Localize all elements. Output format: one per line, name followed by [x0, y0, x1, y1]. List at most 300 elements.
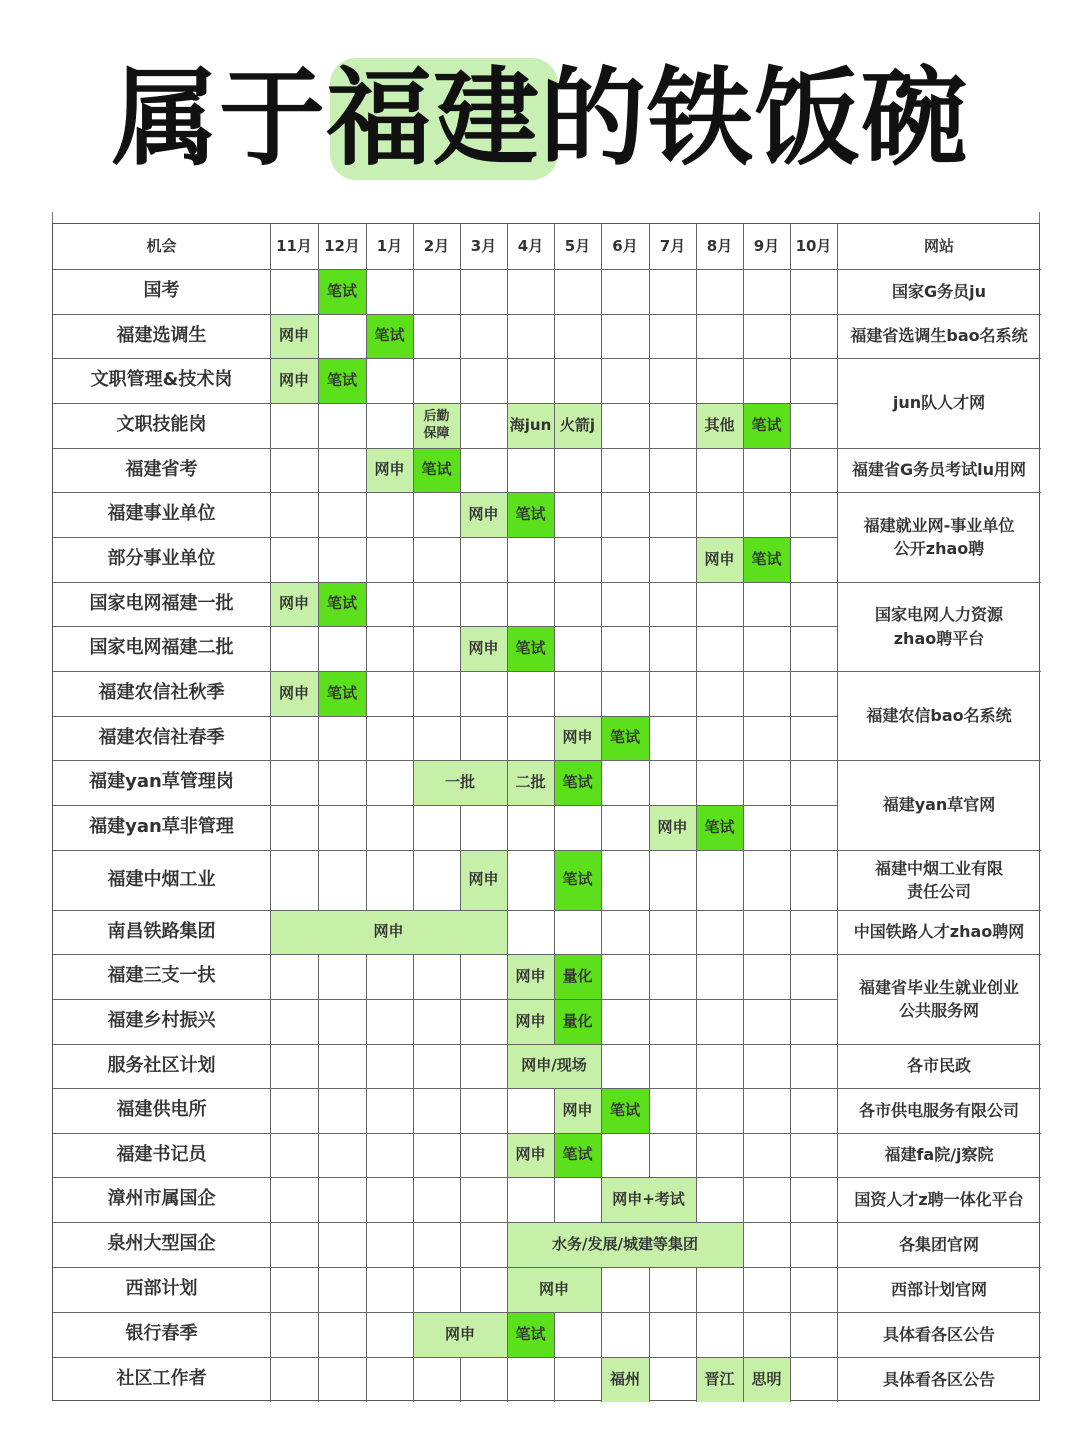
- grid-line: [554, 358, 555, 403]
- grid-line: [696, 403, 697, 448]
- grid-line: [743, 910, 744, 954]
- grid-line: [318, 626, 319, 671]
- grid-line: [366, 492, 367, 537]
- grid-line: [837, 492, 1041, 493]
- grid-line: [507, 358, 508, 403]
- grid-line: [318, 448, 319, 492]
- grid-line: [554, 999, 555, 1044]
- grid-line: [413, 805, 414, 850]
- website-cell: 福建省毕业生就业创业 公共服务网: [858, 977, 1019, 1020]
- grid-line: [696, 1133, 697, 1177]
- grid-line: [318, 850, 319, 910]
- grid-line: [460, 1267, 461, 1312]
- grid-line: [601, 1088, 602, 1133]
- grid-line: [743, 1088, 744, 1133]
- grid-line: [413, 671, 414, 716]
- grid-line: [649, 671, 650, 716]
- grid-line: [507, 999, 508, 1044]
- website-cell: 西部计划官网: [890, 1279, 987, 1299]
- grid-line: [601, 671, 602, 716]
- grid-line: [837, 1267, 1041, 1268]
- grid-line: [837, 1312, 1041, 1313]
- grid-line: [318, 1222, 319, 1267]
- grid-line: [837, 1088, 1041, 1089]
- grid-line: [507, 910, 508, 954]
- application-cell: 网申+考试: [601, 1177, 696, 1222]
- grid-line: [649, 224, 650, 269]
- grid-line: [696, 358, 697, 403]
- grid-line: [366, 582, 367, 626]
- grid-line: [601, 999, 602, 1044]
- grid-line: [696, 999, 697, 1044]
- grid-line: [413, 403, 414, 448]
- grid-line: [460, 1222, 461, 1267]
- grid-line: [507, 314, 508, 358]
- header-month: 2月: [423, 236, 450, 255]
- grid-line: [649, 850, 650, 910]
- header-website: 网站: [923, 236, 954, 255]
- grid-line: [53, 805, 837, 806]
- grid-line: [696, 448, 697, 492]
- grid-line: [507, 582, 508, 626]
- application-cell: 后勤 保障: [413, 403, 460, 448]
- grid-line: [318, 582, 319, 626]
- grid-line: [366, 850, 367, 910]
- grid-line: [601, 269, 602, 314]
- grid-line: [318, 1088, 319, 1133]
- row-name: 福建农信社春季: [98, 726, 225, 748]
- grid-line: [696, 224, 697, 269]
- grid-line: [318, 999, 319, 1044]
- grid-line: [507, 403, 508, 448]
- grid-line: [790, 224, 791, 269]
- grid-line: [366, 224, 367, 269]
- exam-cell: 笔试: [696, 805, 743, 850]
- application-cell: 网申: [460, 626, 507, 671]
- grid-line: [53, 582, 837, 583]
- grid-line: [790, 1044, 791, 1088]
- grid-line: [366, 1267, 367, 1312]
- grid-line: [743, 358, 744, 403]
- grid-line: [696, 760, 697, 805]
- grid-line: [413, 716, 414, 760]
- header-month: 8月: [706, 236, 733, 255]
- grid-line: [413, 999, 414, 1044]
- application-cell: 网申: [270, 671, 318, 716]
- header-month: 12月: [324, 236, 360, 255]
- grid-line: [554, 582, 555, 626]
- grid-line: [601, 1177, 602, 1222]
- website-cell: jun队人才网: [892, 393, 986, 413]
- grid-line: [366, 537, 367, 582]
- grid-line: [649, 314, 650, 358]
- grid-line: [837, 954, 1041, 955]
- application-cell: 网申: [413, 1312, 507, 1357]
- grid-line: [743, 1044, 744, 1088]
- exam-cell: 笔试: [318, 269, 366, 314]
- grid-line: [601, 224, 602, 269]
- grid-line: [413, 1312, 414, 1357]
- grid-line: [743, 224, 744, 269]
- grid-line: [649, 1357, 650, 1402]
- grid-line: [601, 910, 602, 954]
- grid-line: [53, 999, 837, 1000]
- application-cell: 海jun: [507, 403, 554, 448]
- application-cell: 网申: [270, 358, 318, 403]
- header-month: 4月: [517, 236, 544, 255]
- grid-line: [649, 1312, 650, 1357]
- row-name: 社区工作者: [116, 1368, 207, 1390]
- grid-line: [696, 671, 697, 716]
- grid-line: [318, 1357, 319, 1402]
- exam-cell: 笔试: [554, 850, 601, 910]
- application-cell: 火箭j: [554, 403, 601, 448]
- grid-line: [649, 1267, 650, 1312]
- grid-line: [318, 716, 319, 760]
- application-cell: 网申: [507, 999, 554, 1044]
- grid-line: [460, 1088, 461, 1133]
- grid-line: [790, 910, 791, 954]
- website-cell: 福建中烟工业有限 责任公司: [874, 858, 1003, 901]
- grid-line: [696, 269, 697, 314]
- website-cell: 福建fa院/j察院: [884, 1145, 994, 1165]
- grid-line: [53, 1133, 837, 1134]
- grid-line: [507, 1222, 508, 1267]
- grid-line: [743, 760, 744, 805]
- grid-line: [837, 358, 1041, 359]
- grid-line: [790, 1267, 791, 1312]
- exam-cell: 笔试: [318, 671, 366, 716]
- grid-line: [413, 954, 414, 999]
- header-month: 6月: [612, 236, 638, 255]
- grid-line: [318, 954, 319, 999]
- grid-line: [413, 1357, 414, 1402]
- grid-line: [460, 850, 461, 910]
- grid-line: [554, 1088, 555, 1133]
- application-cell: 思明: [743, 1357, 790, 1402]
- website-cell: 福建省选调生bao名系统: [850, 326, 1028, 346]
- grid-line: [790, 1357, 791, 1402]
- grid-line: [649, 716, 650, 760]
- grid-line: [460, 805, 461, 850]
- exam-cell: 笔试: [743, 537, 790, 582]
- grid-line: [790, 626, 791, 671]
- grid-line: [507, 1177, 508, 1222]
- grid-line: [696, 1177, 697, 1222]
- website-cell: 各集团官网: [898, 1234, 979, 1254]
- grid-line: [507, 537, 508, 582]
- grid-line: [53, 850, 837, 851]
- grid-line: [366, 805, 367, 850]
- grid-line: [554, 626, 555, 671]
- exam-cell: 笔试: [366, 314, 413, 358]
- application-cell: 其他: [696, 403, 743, 448]
- application-cell: 网申: [554, 716, 601, 760]
- grid-line: [649, 760, 650, 805]
- grid-line: [366, 1133, 367, 1177]
- grid-line: [601, 1312, 602, 1357]
- grid-line: [460, 1133, 461, 1177]
- grid-line: [649, 1133, 650, 1177]
- header-opportunity: 机会: [146, 236, 177, 255]
- grid-line: [53, 1267, 837, 1268]
- header-month: 10月: [795, 236, 832, 255]
- exam-cell: 笔试: [507, 626, 554, 671]
- grid-line: [743, 954, 744, 999]
- header-month: 5月: [564, 236, 591, 255]
- exam-cell: 笔试: [318, 358, 366, 403]
- grid-line: [53, 537, 837, 538]
- grid-line: [790, 537, 791, 582]
- grid-line: [837, 582, 1041, 583]
- exam-cell: 笔试: [743, 403, 790, 448]
- grid-line: [790, 760, 791, 805]
- grid-line: [318, 314, 319, 358]
- row-name: 福建yan草非管理: [89, 816, 234, 838]
- grid-line: [554, 1312, 555, 1357]
- grid-line: [601, 1133, 602, 1177]
- grid-line: [837, 314, 1041, 315]
- grid-line: [696, 1044, 697, 1088]
- row-name: 南昌铁路集团: [107, 920, 216, 942]
- grid-line: [460, 403, 461, 448]
- header-month: 1月: [376, 236, 403, 255]
- grid-line: [460, 537, 461, 582]
- grid-line: [460, 269, 461, 314]
- row-name: 福建农信社秋季: [98, 682, 225, 704]
- grid-line: [837, 1222, 1041, 1223]
- exam-cell: 笔试: [601, 716, 649, 760]
- grid-line: [507, 224, 508, 269]
- grid-line: [601, 403, 602, 448]
- grid-line: [554, 716, 555, 760]
- application-cell: 福州: [601, 1357, 649, 1402]
- grid-line: [649, 537, 650, 582]
- grid-line: [507, 269, 508, 314]
- grid-line: [53, 314, 837, 315]
- exam-cell: 笔试: [554, 1133, 601, 1177]
- page-title: 属于福建的铁饭碗: [112, 57, 968, 180]
- schedule-table: [52, 223, 1040, 1401]
- grid-line: [601, 626, 602, 671]
- grid-line: [743, 1312, 744, 1357]
- row-name: 福建中烟工业: [107, 868, 216, 890]
- grid-line: [790, 582, 791, 626]
- row-name: 文职技能岗: [116, 414, 207, 436]
- grid-line: [366, 671, 367, 716]
- row-name: 服务社区计划: [107, 1054, 216, 1076]
- grid-line: [460, 626, 461, 671]
- exam-cell: 笔试: [507, 1312, 554, 1357]
- grid-line: [507, 850, 508, 910]
- grid-line: [743, 805, 744, 850]
- grid-line: [601, 760, 602, 805]
- application-cell: 网申: [507, 1267, 601, 1312]
- grid-line: [790, 999, 791, 1044]
- application-cell: 网申/现场: [507, 1044, 601, 1088]
- exam-cell: 笔试: [413, 448, 460, 492]
- grid-line: [837, 1357, 1041, 1358]
- grid-line: [601, 358, 602, 403]
- grid-line: [743, 492, 744, 537]
- grid-line: [554, 1357, 555, 1402]
- grid-line: [413, 448, 414, 492]
- grid-line: [318, 1177, 319, 1222]
- grid-line: [366, 269, 367, 314]
- grid-line: [790, 716, 791, 760]
- application-cell: 网申: [270, 582, 318, 626]
- grid-line: [696, 1357, 697, 1402]
- row-name: 国家电网福建二批: [89, 637, 234, 659]
- row-name: 西部计划: [125, 1278, 198, 1300]
- grid-line: [696, 1312, 697, 1357]
- grid-line: [460, 492, 461, 537]
- grid-line: [837, 760, 1041, 761]
- grid-line: [413, 582, 414, 626]
- grid-line: [366, 314, 367, 358]
- application-cell: 网申: [270, 910, 507, 954]
- grid-line: [743, 403, 744, 448]
- grid-line: [507, 760, 508, 805]
- grid-line: [460, 1044, 461, 1088]
- grid-line: [696, 716, 697, 760]
- grid-line: [601, 537, 602, 582]
- row-name: 文职管理&技术岗: [90, 369, 233, 391]
- grid-line: [318, 492, 319, 537]
- grid-line: [413, 626, 414, 671]
- grid-line: [743, 537, 744, 582]
- website-cell: 福建省G务员考试lu用网: [851, 460, 1026, 480]
- grid-line: [790, 850, 791, 910]
- grid-line: [790, 448, 791, 492]
- grid-line: [413, 314, 414, 358]
- grid-line: [366, 1222, 367, 1267]
- grid-line: [460, 999, 461, 1044]
- grid-line: [366, 1312, 367, 1357]
- header-month: 9月: [753, 236, 780, 255]
- grid-line: [507, 1312, 508, 1357]
- grid-line: [554, 448, 555, 492]
- grid-line: [507, 448, 508, 492]
- grid-line: [413, 537, 414, 582]
- grid-line: [554, 671, 555, 716]
- grid-line: [696, 1267, 697, 1312]
- grid-line: [318, 760, 319, 805]
- grid-line: [460, 358, 461, 403]
- grid-line: [318, 537, 319, 582]
- row-name: 福建选调生: [116, 324, 207, 346]
- grid-line: [53, 448, 837, 449]
- row-name: 国考: [143, 280, 180, 302]
- grid-line: [743, 626, 744, 671]
- grid-line: [696, 954, 697, 999]
- application-cell: 网申: [460, 492, 507, 537]
- grid-line: [53, 716, 837, 717]
- grid-line: [53, 1088, 837, 1089]
- grid-line: [743, 582, 744, 626]
- grid-line: [507, 626, 508, 671]
- row-name: 部分事业单位: [107, 548, 216, 570]
- grid-line: [554, 910, 555, 954]
- grid-line: [743, 999, 744, 1044]
- grid-line: [554, 1177, 555, 1222]
- grid-line: [790, 358, 791, 403]
- grid-line: [53, 1312, 837, 1313]
- grid-line: [507, 954, 508, 999]
- grid-line: [413, 1133, 414, 1177]
- grid-line: [601, 582, 602, 626]
- row-name: 福建事业单位: [107, 503, 216, 525]
- grid-line: [837, 1044, 1041, 1045]
- grid-line: [554, 850, 555, 910]
- grid-line: [743, 850, 744, 910]
- row-name: 福建书记员: [116, 1143, 207, 1165]
- website-cell: 各市供电服务有限公司: [858, 1100, 1019, 1120]
- grid-line: [318, 403, 319, 448]
- grid-line: [554, 403, 555, 448]
- row-name: 漳州市属国企: [107, 1188, 216, 1210]
- application-cell: 网申: [270, 314, 318, 358]
- grid-line: [649, 448, 650, 492]
- grid-line: [318, 358, 319, 403]
- grid-line: [837, 910, 1041, 911]
- grid-line: [53, 269, 837, 270]
- header-month: 3月: [470, 236, 497, 255]
- application-cell: 网申: [649, 805, 696, 850]
- grid-line: [696, 314, 697, 358]
- grid-line: [318, 671, 319, 716]
- application-cell: 网申: [554, 1088, 601, 1133]
- grid-line: [318, 269, 319, 314]
- exam-cell: 量化: [554, 954, 601, 999]
- grid-line: [601, 448, 602, 492]
- grid-line: [318, 1312, 319, 1357]
- grid-line: [696, 910, 697, 954]
- grid-line: [413, 1177, 414, 1222]
- grid-line: [554, 269, 555, 314]
- grid-line: [507, 1133, 508, 1177]
- grid-line: [837, 269, 1041, 270]
- grid-line: [837, 671, 1041, 672]
- grid-line: [53, 1177, 837, 1178]
- website-cell: 福建就业网-事业单位 公开zhao聘: [863, 515, 1015, 558]
- grid-line: [460, 954, 461, 999]
- website-cell: 国家G务员ju: [891, 281, 986, 301]
- website-cell: 福建yan草官网: [882, 795, 996, 815]
- grid-line: [507, 716, 508, 760]
- grid-line: [53, 1222, 837, 1223]
- grid-line: [743, 1357, 744, 1402]
- grid-line: [601, 1357, 602, 1402]
- grid-line: [790, 1088, 791, 1133]
- grid-line: [507, 1088, 508, 1133]
- grid-line: [790, 1312, 791, 1357]
- grid-line: [507, 671, 508, 716]
- grid-line: [649, 492, 650, 537]
- application-cell: 网申: [507, 1133, 554, 1177]
- grid-line: [413, 1267, 414, 1312]
- grid-line: [649, 1044, 650, 1088]
- grid-line: [53, 1357, 837, 1358]
- exam-cell: 笔试: [554, 760, 601, 805]
- grid-line: [460, 224, 461, 269]
- grid-line: [554, 1133, 555, 1177]
- grid-line: [507, 1357, 508, 1402]
- grid-line: [837, 1133, 1041, 1134]
- grid-line: [53, 671, 837, 672]
- grid-line: [601, 850, 602, 910]
- grid-line: [696, 626, 697, 671]
